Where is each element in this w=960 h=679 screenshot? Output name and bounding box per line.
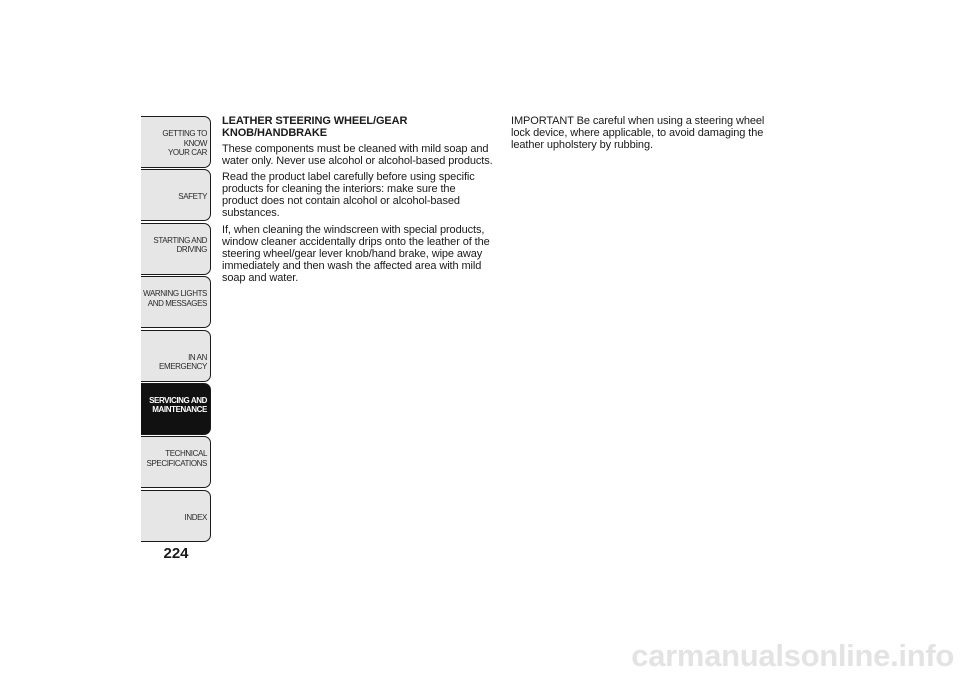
tab-index[interactable]: INDEX [141,490,211,542]
chapter-tabs [141,116,211,543]
tab-servicing-and-maintenance[interactable]: SERVICING AND MAINTENANCE [141,383,211,435]
page-number: 224 [163,545,189,562]
tab-starting-and-driving[interactable]: STARTING AND DRIVING [141,223,211,275]
watermark: carmanualsonline.info [631,638,954,673]
paragraph-mild-soap: These components must be cleaned with mild soap and water only. Never use alcohol or alcohol-based products. [222,142,493,167]
tab-technical-specifications[interactable]: TECHNICAL SPECIFICATIONS [141,436,211,488]
tab-warning-lights-and-messages[interactable]: WARNING LIGHTS AND MESSAGES [141,276,211,328]
section-heading: LEATHER STEERING WHEEL/GEAR KNOB/HANDBRAKE [222,115,408,139]
right-column [511,116,783,157]
tab-in-an-emergency[interactable]: IN AN EMERGENCY [141,330,211,382]
important-note: IMPORTANT Be careful when using a steering wheel lock device, where applicable, to avoid damaging the leather upholstery by rubbing. [511,115,765,151]
paragraph-window-cleaner: If, when cleaning the windscreen with special products, window cleaner accidentally drips onto the leather of the steering wheel/gear lever knob/hand brake, wipe away immediately and then wash the affected area with mild soap and water. [222,224,490,284]
paragraph-product-label: Read the product label carefully before using specific products for cleaning the interiors: make sure the product does not contain alcohol or alcohol-based substances. [222,171,475,220]
tab-getting-to-know-your-car[interactable]: GETTING TO KNOW YOUR CAR [141,116,211,168]
tab-safety[interactable]: SAFETY [141,169,211,221]
left-column [222,116,494,290]
